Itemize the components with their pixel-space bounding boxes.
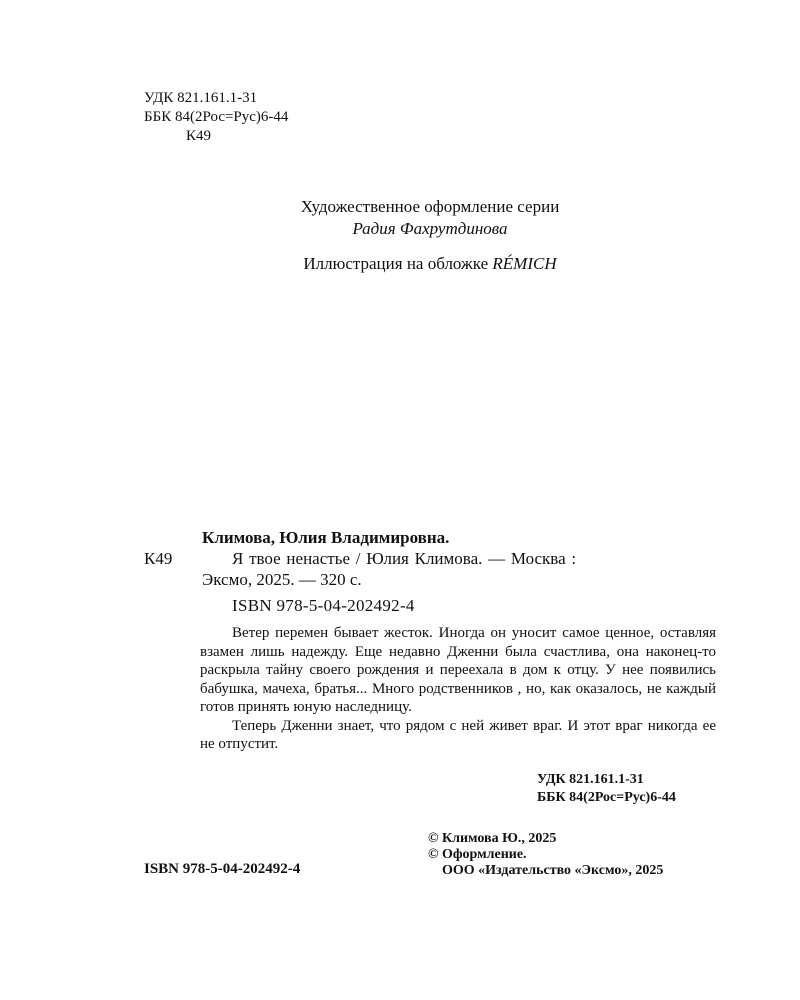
udk-code-top: УДК 821.161.1-31	[144, 90, 258, 106]
copyright-author: © Климова Ю., 2025	[428, 831, 557, 846]
isbn-bottom: ISBN 978-5-04-202492-4	[144, 861, 301, 877]
annotation-paragraph-1: Ветер перемен бывает жесток. Иногда он уносит самое ценное, оставляя взамен лишь надежду. Еще недавно Дженни была счастлива, она наконец-то раскрыла тайну своего рождения и переехала в дом к отцу. У нее появились бабушка, мачеха, братья... Много родственников , но, как оказалось, не каждый готов принять юную наследницу.	[200, 625, 716, 715]
series-design-label: Художественное оформление серии	[300, 197, 560, 216]
title-statement-line-1: Я твое ненастье / Юлия Климова. — Москва :	[232, 549, 577, 568]
copyright-design: © Оформление.	[428, 847, 527, 862]
author-mark-top: К49	[186, 128, 212, 144]
cover-illustration-credit	[200, 254, 660, 274]
bbk-code-top: ББК 84(2Рос=Рус)6-44	[144, 109, 289, 125]
cover-illustrator: RÉMICH	[492, 254, 557, 273]
copyright-publisher: ООО «Издательство «Эксмо», 2025	[442, 863, 664, 878]
author-mark-biblio: К49	[144, 549, 173, 568]
annotation-paragraph-2: Теперь Дженни знает, что рядом с ней живет враг. И этот враг никогда ее не отпустит.	[200, 717, 716, 752]
series-designer: Радия Фахрутдинова	[352, 219, 508, 238]
author-heading: Климова, Юлия Владимировна.	[202, 528, 450, 547]
annotation	[200, 624, 716, 754]
udk-code-bottom: УДК 821.161.1-31	[537, 772, 644, 787]
isbn-record: ISBN 978-5-04-202492-4	[232, 596, 415, 615]
bbk-code-bottom: ББК 84(2Рос=Рус)6-44	[537, 790, 676, 805]
cover-illustration-label: Иллюстрация на обложке	[303, 254, 489, 273]
title-statement-line-2: Эксмо, 2025. — 320 с.	[202, 570, 362, 589]
